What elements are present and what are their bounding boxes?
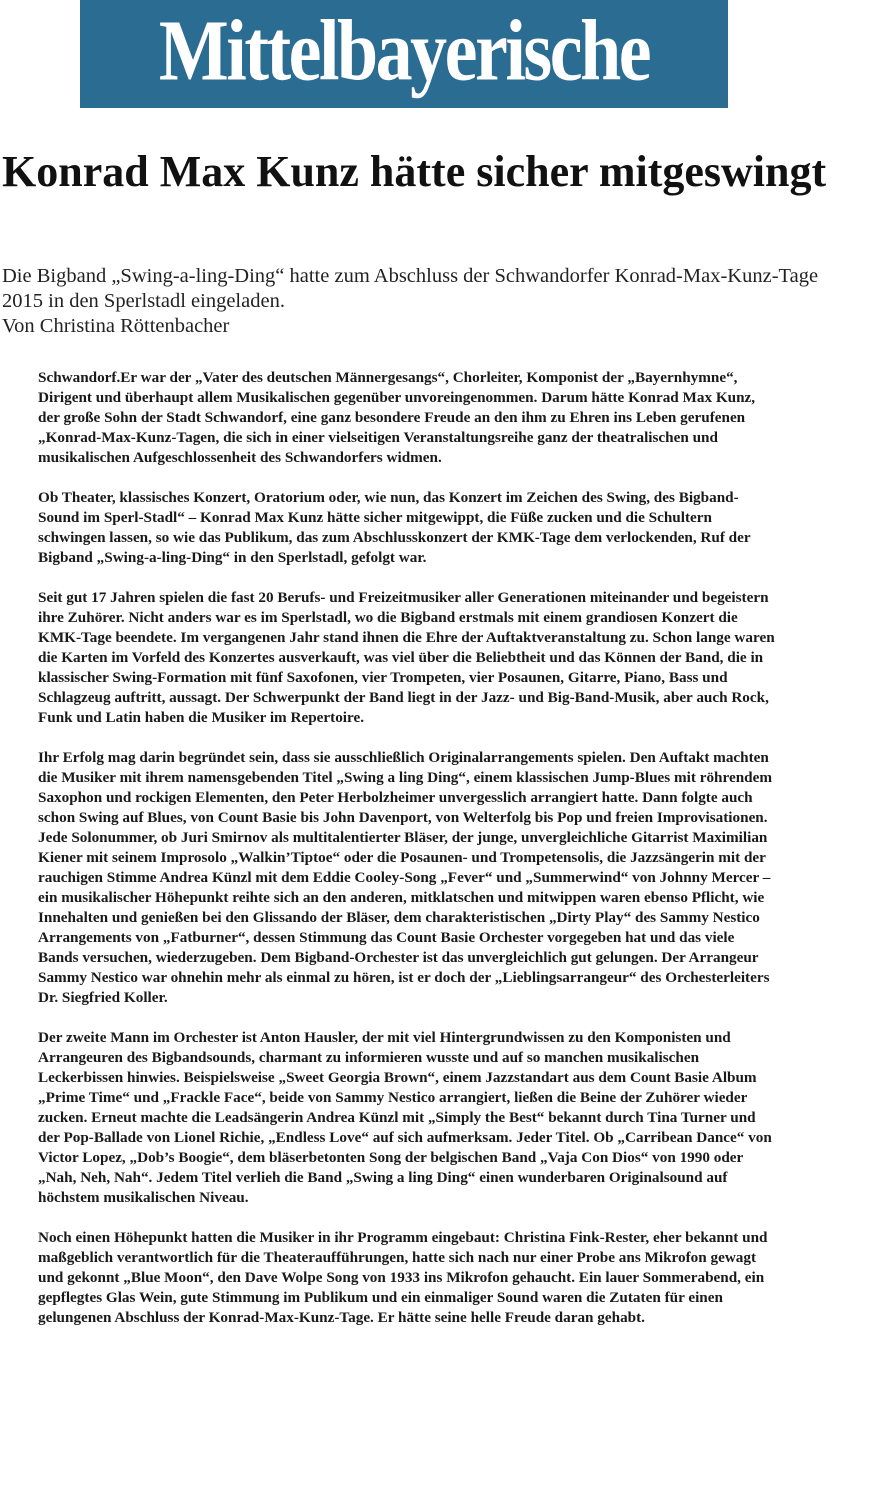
article-body — [38, 368, 778, 1348]
article-lead — [2, 264, 862, 339]
article-headline: Konrad Max Kunz hätte sicher mitgeswingt — [2, 147, 827, 196]
body-paragraph: Seit gut 17 Jahren spielen die fast 20 Berufs- und Freizeitmusiker aller Generationen miteinander und begeistern ihre Zuhörer. Nicht anders war es im Sperlstadl, wo die Bigband erstmals mit einem grandiosen Konzert die KMK-Tage beendete. Im vergangenen Jahr stand ihnen die Ehre der Auftaktveranstaltung zu. Schon lange waren die Karten im Vorfeld des Konzertes ausverkauft, was viel über die Beliebtheit und das Können der Band, die in klassischer Swing-Formation mit fünf Saxofonen, vier Trompeten, vier Posaunen, Gitarre, Piano, Bass und Schlagzeug auftritt, aussagt. Der Schwerpunkt der Band liegt in der Jazz- und Big-Band-Musik, aber auch Rock, Funk und Latin haben die Musiker im Repertoire. — [38, 589, 775, 726]
logo-text: Mittelbayerische — [158, 2, 650, 100]
author-byline: Von Christina Röttenbacher — [2, 315, 230, 337]
body-paragraph: Der zweite Mann im Orchester ist Anton Hausler, der mit viel Hintergrundwissen zu den Komponisten und Arrangeuren des Bigbandsounds, charmant zu informieren wusste und auf so manchen musikalischen Leckerbissen hinwies. Beispielsweise „Sweet Georgia Brown“, einem Jazzstandart aus dem Count Basie Album „Prime Time“ und „Frackle Face“, beide von Sammy Nestico arrangiert, ließen die Beine der Zuhörer wieder zucken. Erneut machte die Leadsängerin Andrea Künzl mit „Simply the Best“ bekannt durch Tina Turner und der Pop-Ballade von Lionel Richie, „Endless Love“ auf sich aufmerksam. Jeder Titel. Ob „Carribean Dance“ von Victor Lopez, „Dob’s Boogie“, dem bläserbetonten Song der belgischen Band „Vaja Con Dios“ von 1990 oder „Nah, Neh, Nah“. Jedem Titel verlieh die Band „Swing a ling Ding“ einen wunderbaren Originalsound auf höchstem musikalischen Niveau. — [38, 1029, 772, 1206]
body-paragraph: Ob Theater, klassisches Konzert, Oratorium oder, wie nun, das Konzert im Zeichen des Swing, des Bigband-Sound im Sperl-Stadl“ – Konrad Max Kunz hätte sicher mitgewippt, die Füße zucken und die Schultern schwingen lassen, so wie das Publikum, das zum Abschlusskonzert der KMK-Tage dem verlockenden, Ruf der Bigband „Swing-a-ling-Ding“ in den Sperlstadl, gefolgt war. — [38, 489, 751, 566]
body-paragraph: Noch einen Höhepunkt hatten die Musiker in ihr Programm eingebaut: Christina Fink-Rester, eher bekannt und maßgeblich verantwortlich für die Theateraufführungen, hatte sich nach nur einer Probe ans Mikrofon gewagt und gekonnt „Blue Moon“, den Dave Wolpe Song von 1933 ins Mikrofon gehaucht. Ein lauer Sommerabend, ein gepflegtes Glas Wein, gute Stimmung im Publikum und ein einmaliger Sound waren die Zutaten für einen gelungenen Abschluss der Konrad-Max-Kunz-Tage. Er hätte seine helle Freude daran gehabt. — [38, 1229, 768, 1326]
masthead-logo[interactable] — [80, 0, 728, 108]
body-paragraph: Schwandorf.Er war der „Vater des deutschen Männergesangs“, Chorleiter, Komponist der „Bayernhymne“, Dirigent und überhaupt allem Musikalischen gegenüber unvoreingenommen. Darum hätte Konrad Max Kunz, der große Sohn der Stadt Schwandorf, eine ganz besondere Freude an den ihm zu Ehren ins Leben gerufenen „Konrad-Max-Kunz-Tagen, die sich in einer vielseitigen Veranstaltungsreihe ganz der theatralischen und musikalischen Aufgeschlossenheit des Schwandorfers widmen. — [38, 369, 756, 466]
lead-text: Die Bigband „Swing-a-ling-Ding“ hatte zum Abschluss der Schwandorfer Konrad-Max-Kunz-Tage 2015 in den Sperlstadl eingeladen. — [2, 265, 819, 312]
body-paragraph: Ihr Erfolg mag darin begründet sein, dass sie ausschließlich Originalarrangements spielen. Den Auftakt machten die Musiker mit ihrem namensgebenden Titel „Swing a ling Ding“, einem klassischen Jump-Blues mit röhrendem Saxophon und rockigen Elementen, den Peter Herbolzheimer unvergesslich arrangiert hatte. Dann folgte auch schon Swing auf Blues, von Count Basie bis John Davenport, von Welterfolg bis Pop und freien Improvisationen. Jede Solonummer, ob Juri Smirnov als multitalentierter Bläser, der junge, unvergleichliche Gitarrist Maximilian Kiener mit seinem Improsolo „Walkin’Tiptoe“ oder die Posaunen- und Trompetensolis, die Jazzsängerin mit der rauchigen Stimme Andrea Künzl mit dem Eddie Cooley-Song „Fever“ und „Summerwind“ von Johnny Mercer – ein musikalischer Höhepunkt reihte sich an den anderen, mitklatschen und mitwippen waren ebenso Pflicht, wie Innehalten und genießen bei den Glissando der Bläser, dem charakteristischen „Dirty Play“ des Sammy Nestico Arrangements von „Fatburner“, dessen Stimmung das Count Basie Orchester vorgegeben hat und das viele Bands versuchen, wiederzugeben. Dem Bigband-Orchester ist das unvergleichlich gut gelungen. Der Arrangeur Sammy Nestico war ohnehin mehr als einmal zu hören, ist er doch der „Lieblingsarrangeur“ des Orchesterleiters Dr. Siegfried Koller. — [38, 749, 772, 1006]
